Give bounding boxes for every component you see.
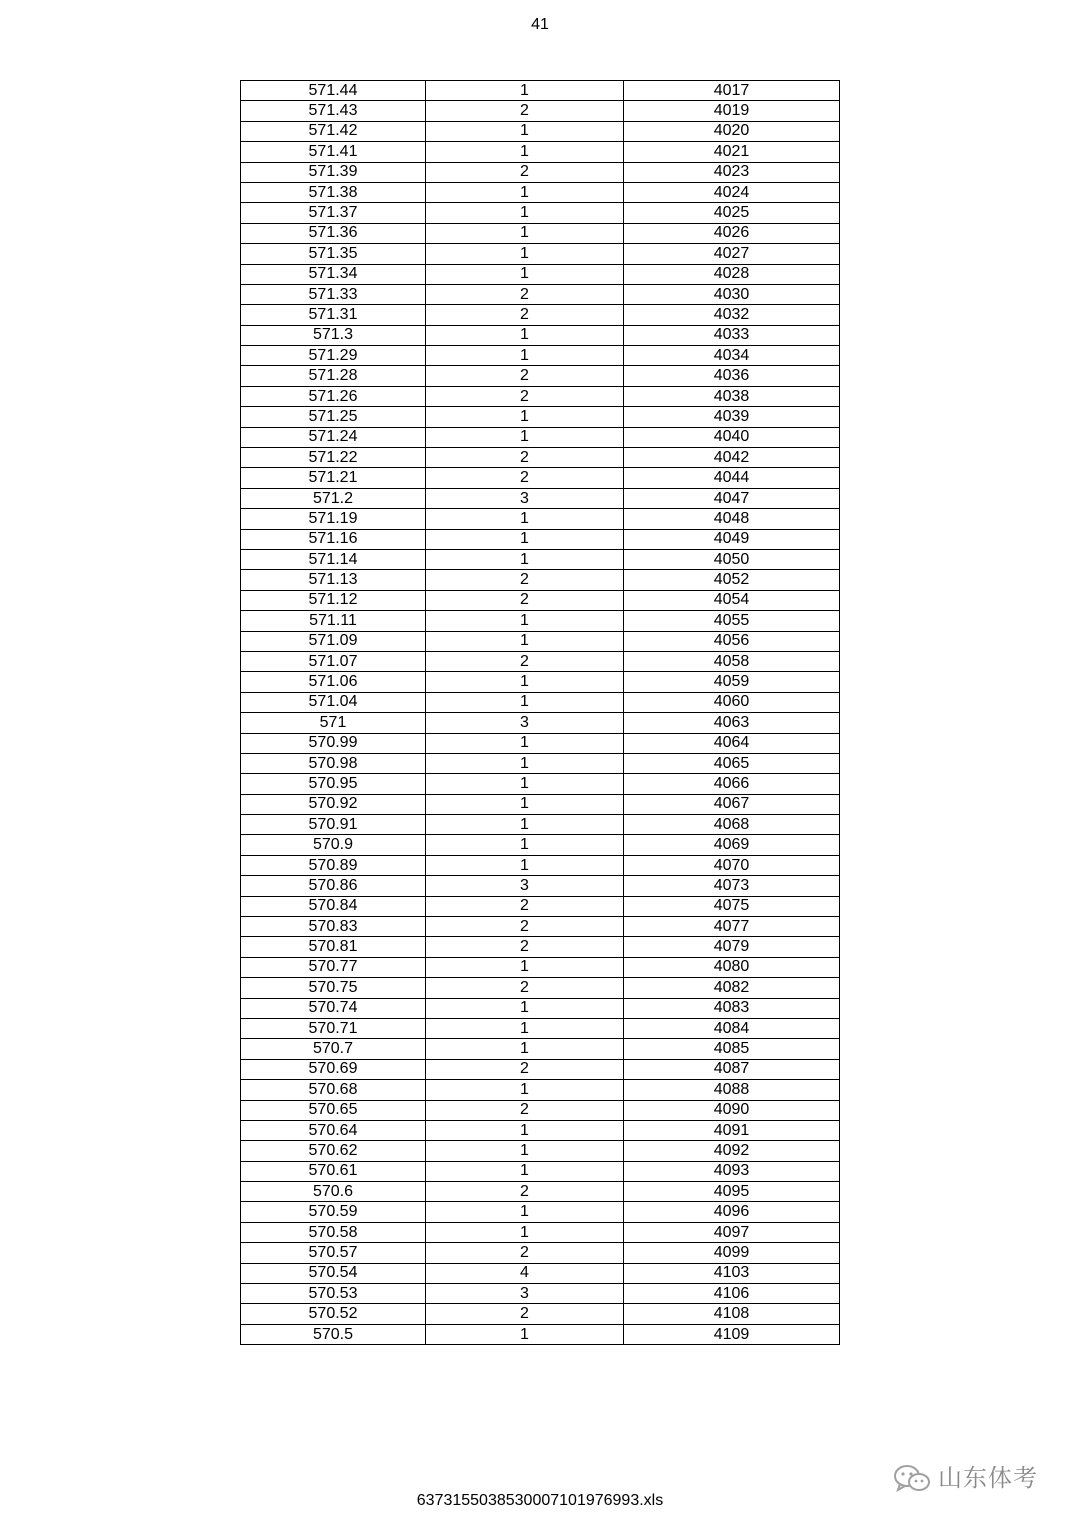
table-row xyxy=(241,366,840,386)
score-cell: 571.22 xyxy=(241,448,426,468)
table-row xyxy=(241,244,840,264)
cumulative-cell: 4083 xyxy=(624,998,840,1018)
score-cell: 570.5 xyxy=(241,1324,426,1344)
cumulative-cell: 4033 xyxy=(624,325,840,345)
table-row xyxy=(241,427,840,447)
cumulative-cell: 4050 xyxy=(624,549,840,569)
cumulative-cell: 4075 xyxy=(624,896,840,916)
footer-filename: 6373155038530007101976993.xls xyxy=(416,1492,664,1509)
count-cell: 2 xyxy=(426,570,624,590)
cumulative-cell: 4021 xyxy=(624,142,840,162)
cumulative-cell: 4027 xyxy=(624,244,840,264)
table-row xyxy=(241,611,840,631)
table-row xyxy=(241,1182,840,1202)
table-row xyxy=(241,182,840,202)
count-cell: 1 xyxy=(426,1324,624,1344)
cumulative-cell: 4103 xyxy=(624,1263,840,1283)
score-cell: 570.52 xyxy=(241,1304,426,1324)
count-cell: 1 xyxy=(426,121,624,141)
count-cell: 1 xyxy=(426,264,624,284)
cumulative-cell: 4108 xyxy=(624,1304,840,1324)
count-cell: 3 xyxy=(426,1284,624,1304)
score-cell: 571.44 xyxy=(241,81,426,101)
score-cell: 570.77 xyxy=(241,957,426,977)
score-cell: 571.34 xyxy=(241,264,426,284)
count-cell: 2 xyxy=(426,590,624,610)
cumulative-cell: 4088 xyxy=(624,1080,840,1100)
score-cell: 570.7 xyxy=(241,1039,426,1059)
count-cell: 2 xyxy=(426,1100,624,1120)
count-cell: 2 xyxy=(426,1304,624,1324)
count-cell: 2 xyxy=(426,917,624,937)
cumulative-cell: 4068 xyxy=(624,815,840,835)
score-cell: 571.37 xyxy=(241,203,426,223)
count-cell: 1 xyxy=(426,182,624,202)
table-row xyxy=(241,121,840,141)
score-table xyxy=(240,80,840,1345)
score-cell: 570.99 xyxy=(241,733,426,753)
score-cell: 570.64 xyxy=(241,1120,426,1140)
score-cell: 571.13 xyxy=(241,570,426,590)
count-cell: 1 xyxy=(426,794,624,814)
score-table-body xyxy=(241,81,840,1345)
table-row xyxy=(241,855,840,875)
score-cell: 570.98 xyxy=(241,753,426,773)
cumulative-cell: 4092 xyxy=(624,1141,840,1161)
score-cell: 571.07 xyxy=(241,651,426,671)
cumulative-cell: 4058 xyxy=(624,651,840,671)
table-row xyxy=(241,1018,840,1038)
count-cell: 2 xyxy=(426,978,624,998)
table-row xyxy=(241,753,840,773)
cumulative-cell: 4026 xyxy=(624,223,840,243)
score-cell: 571.06 xyxy=(241,672,426,692)
cumulative-cell: 4080 xyxy=(624,957,840,977)
count-cell: 1 xyxy=(426,1202,624,1222)
count-cell: 2 xyxy=(426,284,624,304)
table-row xyxy=(241,346,840,366)
count-cell: 1 xyxy=(426,407,624,427)
score-cell: 571.28 xyxy=(241,366,426,386)
count-cell: 1 xyxy=(426,346,624,366)
count-cell: 1 xyxy=(426,998,624,1018)
cumulative-cell: 4060 xyxy=(624,692,840,712)
table-row xyxy=(241,1202,840,1222)
score-cell: 571.25 xyxy=(241,407,426,427)
cumulative-cell: 4073 xyxy=(624,876,840,896)
score-cell: 571.16 xyxy=(241,529,426,549)
table-row xyxy=(241,305,840,325)
table-row xyxy=(241,998,840,1018)
cumulative-cell: 4090 xyxy=(624,1100,840,1120)
score-cell: 570.74 xyxy=(241,998,426,1018)
table-row xyxy=(241,468,840,488)
score-cell: 570.91 xyxy=(241,815,426,835)
score-cell: 571.04 xyxy=(241,692,426,712)
count-cell: 1 xyxy=(426,142,624,162)
count-cell: 2 xyxy=(426,386,624,406)
table-row xyxy=(241,407,840,427)
count-cell: 1 xyxy=(426,203,624,223)
count-cell: 2 xyxy=(426,162,624,182)
wechat-icon xyxy=(892,1463,932,1495)
score-cell: 571.42 xyxy=(241,121,426,141)
table-row xyxy=(241,284,840,304)
table-row xyxy=(241,264,840,284)
score-cell: 571 xyxy=(241,713,426,733)
table-row xyxy=(241,488,840,508)
table-row xyxy=(241,957,840,977)
cumulative-cell: 4020 xyxy=(624,121,840,141)
score-cell: 571.29 xyxy=(241,346,426,366)
score-cell: 571.36 xyxy=(241,223,426,243)
table-row xyxy=(241,692,840,712)
table-row xyxy=(241,1263,840,1283)
page-number: 41 xyxy=(531,16,549,33)
score-cell: 570.65 xyxy=(241,1100,426,1120)
cumulative-cell: 4049 xyxy=(624,529,840,549)
cumulative-cell: 4097 xyxy=(624,1222,840,1242)
cumulative-cell: 4070 xyxy=(624,855,840,875)
cumulative-cell: 4099 xyxy=(624,1243,840,1263)
score-cell: 571.41 xyxy=(241,142,426,162)
score-cell: 571.12 xyxy=(241,590,426,610)
table-row xyxy=(241,713,840,733)
table-row xyxy=(241,570,840,590)
score-cell: 570.95 xyxy=(241,774,426,794)
count-cell: 1 xyxy=(426,81,624,101)
table-row xyxy=(241,81,840,101)
count-cell: 2 xyxy=(426,366,624,386)
count-cell: 1 xyxy=(426,1161,624,1181)
table-row xyxy=(241,162,840,182)
table-row xyxy=(241,386,840,406)
table-row xyxy=(241,142,840,162)
cumulative-cell: 4030 xyxy=(624,284,840,304)
score-cell: 570.86 xyxy=(241,876,426,896)
table-row xyxy=(241,1059,840,1079)
count-cell: 2 xyxy=(426,101,624,121)
score-cell: 570.75 xyxy=(241,978,426,998)
score-cell: 570.81 xyxy=(241,937,426,957)
score-cell: 570.62 xyxy=(241,1141,426,1161)
score-cell: 570.89 xyxy=(241,855,426,875)
table-row xyxy=(241,1222,840,1242)
score-cell: 571.19 xyxy=(241,509,426,529)
cumulative-cell: 4056 xyxy=(624,631,840,651)
score-cell: 570.68 xyxy=(241,1080,426,1100)
cumulative-cell: 4038 xyxy=(624,386,840,406)
table-row xyxy=(241,794,840,814)
cumulative-cell: 4054 xyxy=(624,590,840,610)
cumulative-cell: 4085 xyxy=(624,1039,840,1059)
score-cell: 571.11 xyxy=(241,611,426,631)
table-row xyxy=(241,325,840,345)
cumulative-cell: 4066 xyxy=(624,774,840,794)
score-cell: 570.69 xyxy=(241,1059,426,1079)
table-row xyxy=(241,733,840,753)
score-cell: 570.83 xyxy=(241,917,426,937)
table-row xyxy=(241,937,840,957)
watermark-text: 山东体考 xyxy=(938,1465,1038,1492)
table-row xyxy=(241,1243,840,1263)
cumulative-cell: 4048 xyxy=(624,509,840,529)
cumulative-cell: 4019 xyxy=(624,101,840,121)
cumulative-cell: 4047 xyxy=(624,488,840,508)
cumulative-cell: 4028 xyxy=(624,264,840,284)
score-cell: 571.09 xyxy=(241,631,426,651)
table-row xyxy=(241,1324,840,1344)
cumulative-cell: 4036 xyxy=(624,366,840,386)
watermark xyxy=(892,1457,1038,1501)
count-cell: 1 xyxy=(426,509,624,529)
cumulative-cell: 4055 xyxy=(624,611,840,631)
table-row xyxy=(241,101,840,121)
score-cell: 570.92 xyxy=(241,794,426,814)
cumulative-cell: 4039 xyxy=(624,407,840,427)
table-row xyxy=(241,1161,840,1181)
cumulative-cell: 4042 xyxy=(624,448,840,468)
cumulative-cell: 4023 xyxy=(624,162,840,182)
count-cell: 1 xyxy=(426,1018,624,1038)
table-row xyxy=(241,896,840,916)
count-cell: 1 xyxy=(426,631,624,651)
cumulative-cell: 4065 xyxy=(624,753,840,773)
table-row xyxy=(241,590,840,610)
table-row xyxy=(241,1284,840,1304)
count-cell: 1 xyxy=(426,1222,624,1242)
table-row xyxy=(241,1141,840,1161)
count-cell: 2 xyxy=(426,305,624,325)
cumulative-cell: 4040 xyxy=(624,427,840,447)
count-cell: 1 xyxy=(426,692,624,712)
count-cell: 1 xyxy=(426,774,624,794)
count-cell: 1 xyxy=(426,549,624,569)
cumulative-cell: 4084 xyxy=(624,1018,840,1038)
cumulative-cell: 4106 xyxy=(624,1284,840,1304)
score-cell: 570.57 xyxy=(241,1243,426,1263)
score-cell: 571.2 xyxy=(241,488,426,508)
count-cell: 1 xyxy=(426,855,624,875)
cumulative-cell: 4052 xyxy=(624,570,840,590)
count-cell: 1 xyxy=(426,1120,624,1140)
cumulative-cell: 4109 xyxy=(624,1324,840,1344)
cumulative-cell: 4024 xyxy=(624,182,840,202)
count-cell: 1 xyxy=(426,835,624,855)
table-row xyxy=(241,448,840,468)
table-row xyxy=(241,509,840,529)
table-row xyxy=(241,529,840,549)
count-cell: 1 xyxy=(426,672,624,692)
score-cell: 571.21 xyxy=(241,468,426,488)
score-cell: 570.59 xyxy=(241,1202,426,1222)
score-cell: 571.31 xyxy=(241,305,426,325)
count-cell: 2 xyxy=(426,468,624,488)
table-row xyxy=(241,1080,840,1100)
table-row xyxy=(241,978,840,998)
count-cell: 1 xyxy=(426,529,624,549)
table-row xyxy=(241,835,840,855)
score-cell: 570.53 xyxy=(241,1284,426,1304)
table-row xyxy=(241,203,840,223)
count-cell: 1 xyxy=(426,1141,624,1161)
count-cell: 3 xyxy=(426,713,624,733)
score-cell: 571.43 xyxy=(241,101,426,121)
cumulative-cell: 4025 xyxy=(624,203,840,223)
count-cell: 1 xyxy=(426,244,624,264)
table-row xyxy=(241,672,840,692)
cumulative-cell: 4096 xyxy=(624,1202,840,1222)
count-cell: 1 xyxy=(426,325,624,345)
count-cell: 1 xyxy=(426,223,624,243)
count-cell: 1 xyxy=(426,733,624,753)
count-cell: 1 xyxy=(426,427,624,447)
cumulative-cell: 4087 xyxy=(624,1059,840,1079)
table-row xyxy=(241,651,840,671)
count-cell: 1 xyxy=(426,1039,624,1059)
score-cell: 571.24 xyxy=(241,427,426,447)
count-cell: 1 xyxy=(426,1080,624,1100)
cumulative-cell: 4064 xyxy=(624,733,840,753)
cumulative-cell: 4079 xyxy=(624,937,840,957)
cumulative-cell: 4077 xyxy=(624,917,840,937)
count-cell: 2 xyxy=(426,448,624,468)
cumulative-cell: 4091 xyxy=(624,1120,840,1140)
table-row xyxy=(241,774,840,794)
table-row xyxy=(241,815,840,835)
count-cell: 2 xyxy=(426,651,624,671)
cumulative-cell: 4034 xyxy=(624,346,840,366)
cumulative-cell: 4067 xyxy=(624,794,840,814)
cumulative-cell: 4069 xyxy=(624,835,840,855)
cumulative-cell: 4017 xyxy=(624,81,840,101)
count-cell: 3 xyxy=(426,488,624,508)
table-row xyxy=(241,631,840,651)
score-cell: 571.39 xyxy=(241,162,426,182)
table-row xyxy=(241,1100,840,1120)
table-row xyxy=(241,1304,840,1324)
cumulative-cell: 4082 xyxy=(624,978,840,998)
table-row xyxy=(241,1039,840,1059)
count-cell: 2 xyxy=(426,896,624,916)
score-cell: 570.9 xyxy=(241,835,426,855)
cumulative-cell: 4059 xyxy=(624,672,840,692)
table-row xyxy=(241,917,840,937)
count-cell: 3 xyxy=(426,876,624,896)
score-cell: 571.3 xyxy=(241,325,426,345)
table-row xyxy=(241,876,840,896)
score-cell: 570.71 xyxy=(241,1018,426,1038)
count-cell: 2 xyxy=(426,1182,624,1202)
count-cell: 1 xyxy=(426,957,624,977)
score-cell: 570.54 xyxy=(241,1263,426,1283)
count-cell: 2 xyxy=(426,1059,624,1079)
cumulative-cell: 4063 xyxy=(624,713,840,733)
count-cell: 1 xyxy=(426,611,624,631)
cumulative-cell: 4095 xyxy=(624,1182,840,1202)
score-cell: 570.84 xyxy=(241,896,426,916)
count-cell: 2 xyxy=(426,937,624,957)
score-cell: 571.35 xyxy=(241,244,426,264)
count-cell: 1 xyxy=(426,753,624,773)
count-cell: 1 xyxy=(426,815,624,835)
score-cell: 571.38 xyxy=(241,182,426,202)
score-cell: 571.33 xyxy=(241,284,426,304)
table-row xyxy=(241,223,840,243)
cumulative-cell: 4044 xyxy=(624,468,840,488)
score-cell: 570.58 xyxy=(241,1222,426,1242)
score-cell: 570.61 xyxy=(241,1161,426,1181)
score-cell: 570.6 xyxy=(241,1182,426,1202)
table-row xyxy=(241,549,840,569)
cumulative-cell: 4093 xyxy=(624,1161,840,1181)
table-row xyxy=(241,1120,840,1140)
count-cell: 4 xyxy=(426,1263,624,1283)
score-cell: 571.14 xyxy=(241,549,426,569)
score-cell: 571.26 xyxy=(241,386,426,406)
cumulative-cell: 4032 xyxy=(624,305,840,325)
count-cell: 2 xyxy=(426,1243,624,1263)
